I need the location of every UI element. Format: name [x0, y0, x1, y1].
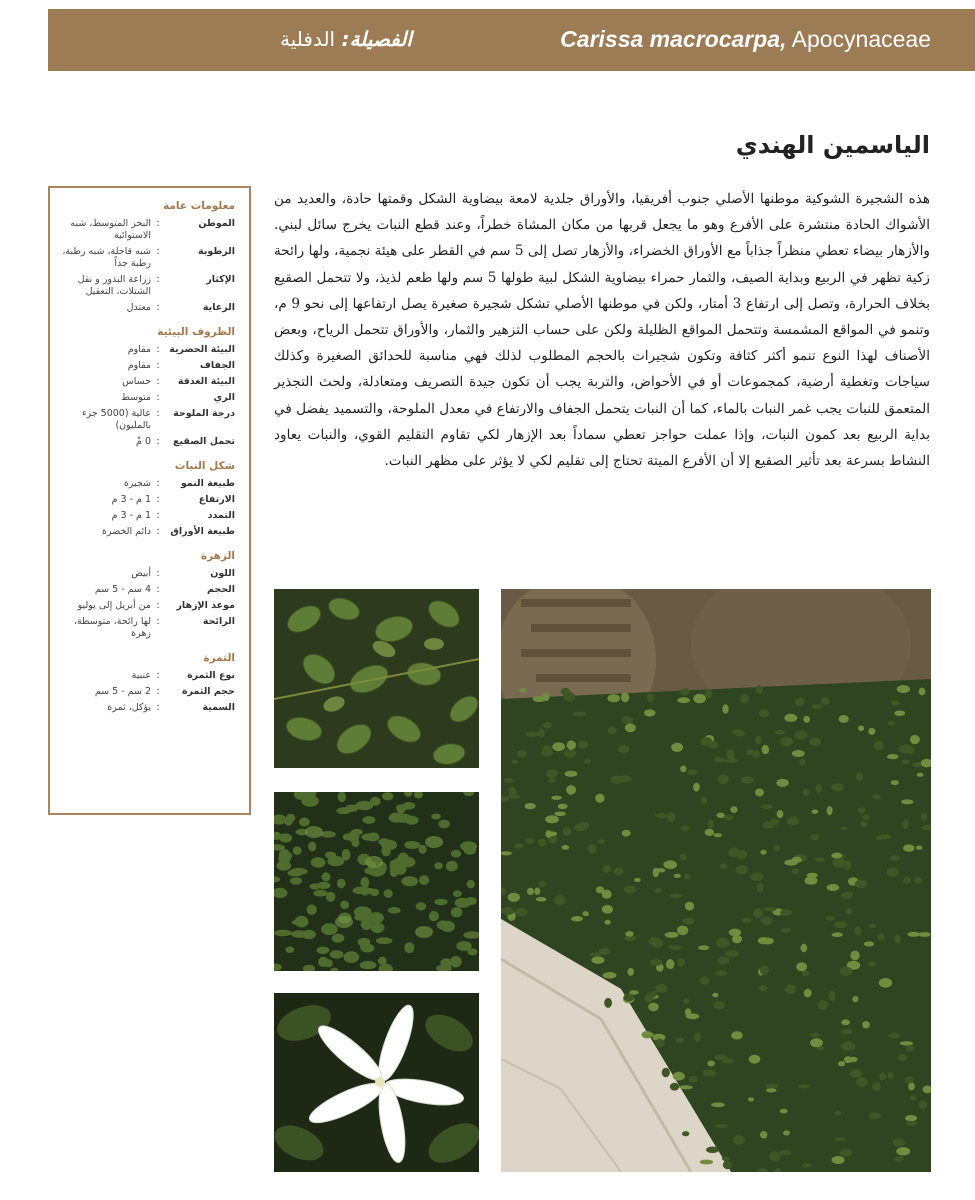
info-value: شبه قاحلة، شبه رطبة، رطبة جداً [62, 246, 151, 269]
info-row [60, 478, 235, 490]
info-row [60, 376, 235, 388]
info-value: 1 م - 3 م [111, 494, 151, 505]
leaves-closeup-photo [274, 589, 479, 768]
foliage-texture-photo [274, 792, 479, 971]
info-separator: : [156, 302, 160, 313]
info-row [60, 436, 235, 448]
page-title: الياسمين الهندي [735, 131, 930, 159]
white-flower-photo [274, 993, 479, 1172]
info-row [60, 600, 235, 612]
info-separator: : [156, 568, 160, 579]
info-key: الارتفاع [198, 494, 235, 505]
info-section [60, 550, 235, 640]
info-key: البيئة الغدقة [177, 376, 235, 387]
scientific-name [560, 26, 931, 53]
info-row [60, 686, 235, 698]
info-value: يؤكل، ثمرة [107, 702, 151, 713]
info-value: شجيرة [123, 478, 151, 489]
info-value: متوسط [121, 392, 151, 403]
info-section [60, 652, 235, 714]
info-key: موعد الإزهار [176, 600, 235, 611]
info-separator: : [156, 702, 160, 713]
info-value: معتدل [126, 302, 151, 313]
info-key: حجم الثمرة [181, 686, 235, 697]
info-key: طبيعة الأوراق [170, 526, 235, 537]
info-separator: : [156, 360, 160, 371]
info-key: الموطن [198, 218, 235, 229]
info-row [60, 344, 235, 356]
ground-cover-planting-photo [501, 589, 931, 1172]
info-value: 1 م - 3 م [111, 510, 151, 521]
info-key: الرطوبة [198, 246, 235, 257]
info-separator: : [156, 376, 160, 387]
info-separator: : [156, 246, 160, 257]
info-value: 2 سم - 5 سم [94, 686, 151, 697]
info-value: دائم الخضرة [102, 526, 151, 537]
info-key: الجفاف [199, 360, 235, 371]
info-separator: : [156, 494, 160, 505]
info-value: عنبية [131, 670, 151, 681]
info-row [60, 246, 235, 270]
plant-info-box [48, 186, 251, 815]
info-value: لها رائحة، متوسطة، زهرة [73, 616, 151, 639]
info-row [60, 274, 235, 298]
info-value: البحر المتوسط، شبه الاستوائية [70, 218, 151, 241]
info-key: نوع الثمرة [187, 670, 235, 681]
info-value: زراعة البذور و نقل الشتلات، التعقيل [77, 274, 151, 297]
info-key: الحجم [207, 584, 235, 595]
description-text: هذه الشجيرة الشوكية موطنها الأصلي جنوب أفريقيا، والأوراق جلدية لامعة بيضاوية الشكل وقمتها حادة، والعديد من الأشواك الحادة منتشرة على الأفرع وهو ما يجعل قربها من مكان المشاة خطراً، وعند قطع النبات يخرج سائل لبني. والأزهار بيضاء تعطي منظراً جذاباً مع الأوراق الخضراء، والأزهار تصل إلى 5 سم في القطر على هيئة نجمية، ولها رائحة زكية تظهر في الربيع وبداية الصيف، والثمار حمراء بيضاوية الشكل لبية طولها 5 سم ولها طعم لذيذ، ولا تتحمل الصقيع بخلاف الحرارة، وتصل إلى ارتفاع 3 أمتار، ولكن في موطنها الأصلي تشكل شجيرة صغيرة يصل ارتفاعها إلى نحو 9 م، وتنمو في المواقع المشمسة وتتحمل المواقع الظليلة ولكن على حساب التزهير والثمار، والأوراق تتحمل الرياح، وبعض الأصناف لهذا النوع تنمو أكثر كثافة وتكون شجيرات بالحجم المطلوب لذلك فهي مناسبة للحدائق الصغيرة وكذلك سياجات وتغطية أرضية، كمجموعات أو في الأحواض، والتربة يجب أن تكون جيدة التصريف ومتعادلة، ولحث التجذير المتعمق للنبات يجب غمر النبات بالماء، كما أن النبات يتحمل الجفاف والارتفاع في معدل الملوحة، والتسميد يفضل في بداية الربيع بعد كمون النبات، وإذا عملت حواجز تعطي سماداً بعد الإزهار لكي تقاوم التقليم القوي، والنبات يعاود النشاط بسرعة بعد تأثير الصقيع إلا أن الأفرع الميتة تحتاج إلى تقليم لكي لا يؤثر على مظهر النبات. [274, 191, 931, 470]
header-bar [48, 9, 975, 71]
family-latin: Apocynaceae [791, 26, 931, 52]
info-section [60, 326, 235, 448]
info-separator: : [156, 670, 160, 681]
info-value: عالية (5000 جزء بالمليون) [82, 408, 151, 431]
info-row [60, 568, 235, 580]
info-section [60, 460, 235, 538]
info-row [60, 494, 235, 506]
info-row [60, 218, 235, 242]
info-value: 4 سم - 5 سم [94, 584, 151, 595]
info-key: تحمل الصقيع [173, 436, 235, 447]
info-key: طبيعة النمو [180, 478, 235, 489]
info-row [60, 702, 235, 714]
info-separator: : [156, 510, 160, 521]
info-row [60, 302, 235, 314]
binomial-name: Carissa macrocarpa, [560, 26, 787, 52]
info-value: أبيض [131, 568, 151, 579]
info-key: الإكثار [206, 274, 235, 285]
info-row [60, 616, 235, 640]
family-arabic-block [280, 27, 412, 51]
info-value: مقاوم [127, 344, 151, 355]
info-key: درجة الملوحة [173, 408, 235, 419]
info-key: البيئة الحضرية [169, 344, 235, 355]
info-separator: : [156, 344, 160, 355]
info-separator: : [156, 616, 160, 627]
info-row [60, 392, 235, 404]
info-section-title: الظروف البيئية [157, 326, 235, 338]
info-separator: : [156, 218, 160, 229]
info-separator: : [156, 600, 160, 611]
family-arabic: الدفلية [280, 27, 336, 51]
info-separator: : [156, 436, 160, 447]
info-value: 0 مْ [136, 436, 151, 447]
info-separator: : [156, 408, 160, 419]
info-value: حساس [122, 376, 151, 387]
info-row [60, 584, 235, 596]
info-separator: : [156, 526, 160, 537]
info-separator: : [156, 686, 160, 697]
family-label: الفصيلة: [341, 27, 412, 51]
info-section-title: شكل النبات [174, 460, 235, 472]
info-key: اللون [210, 568, 235, 579]
info-key: الرعاية [202, 302, 235, 313]
info-key: الري [213, 392, 235, 403]
info-row [60, 526, 235, 538]
info-row [60, 670, 235, 682]
info-key: الرائحة [202, 616, 235, 627]
info-row [60, 408, 235, 432]
info-value: مقاوم [127, 360, 151, 371]
info-value: من أبريل إلى يوليو [77, 600, 151, 611]
info-section [60, 200, 235, 314]
info-key: السمية [202, 702, 235, 713]
info-separator: : [156, 392, 160, 403]
info-row [60, 360, 235, 372]
info-section-title: معلومات عامة [163, 200, 235, 212]
info-separator: : [156, 274, 160, 285]
info-section-title: الثمرة [203, 652, 235, 664]
info-row [60, 510, 235, 522]
info-key: التمدد [207, 510, 235, 521]
info-section-title: الزهرة [200, 550, 235, 562]
info-separator: : [156, 478, 160, 489]
info-separator: : [156, 584, 160, 595]
